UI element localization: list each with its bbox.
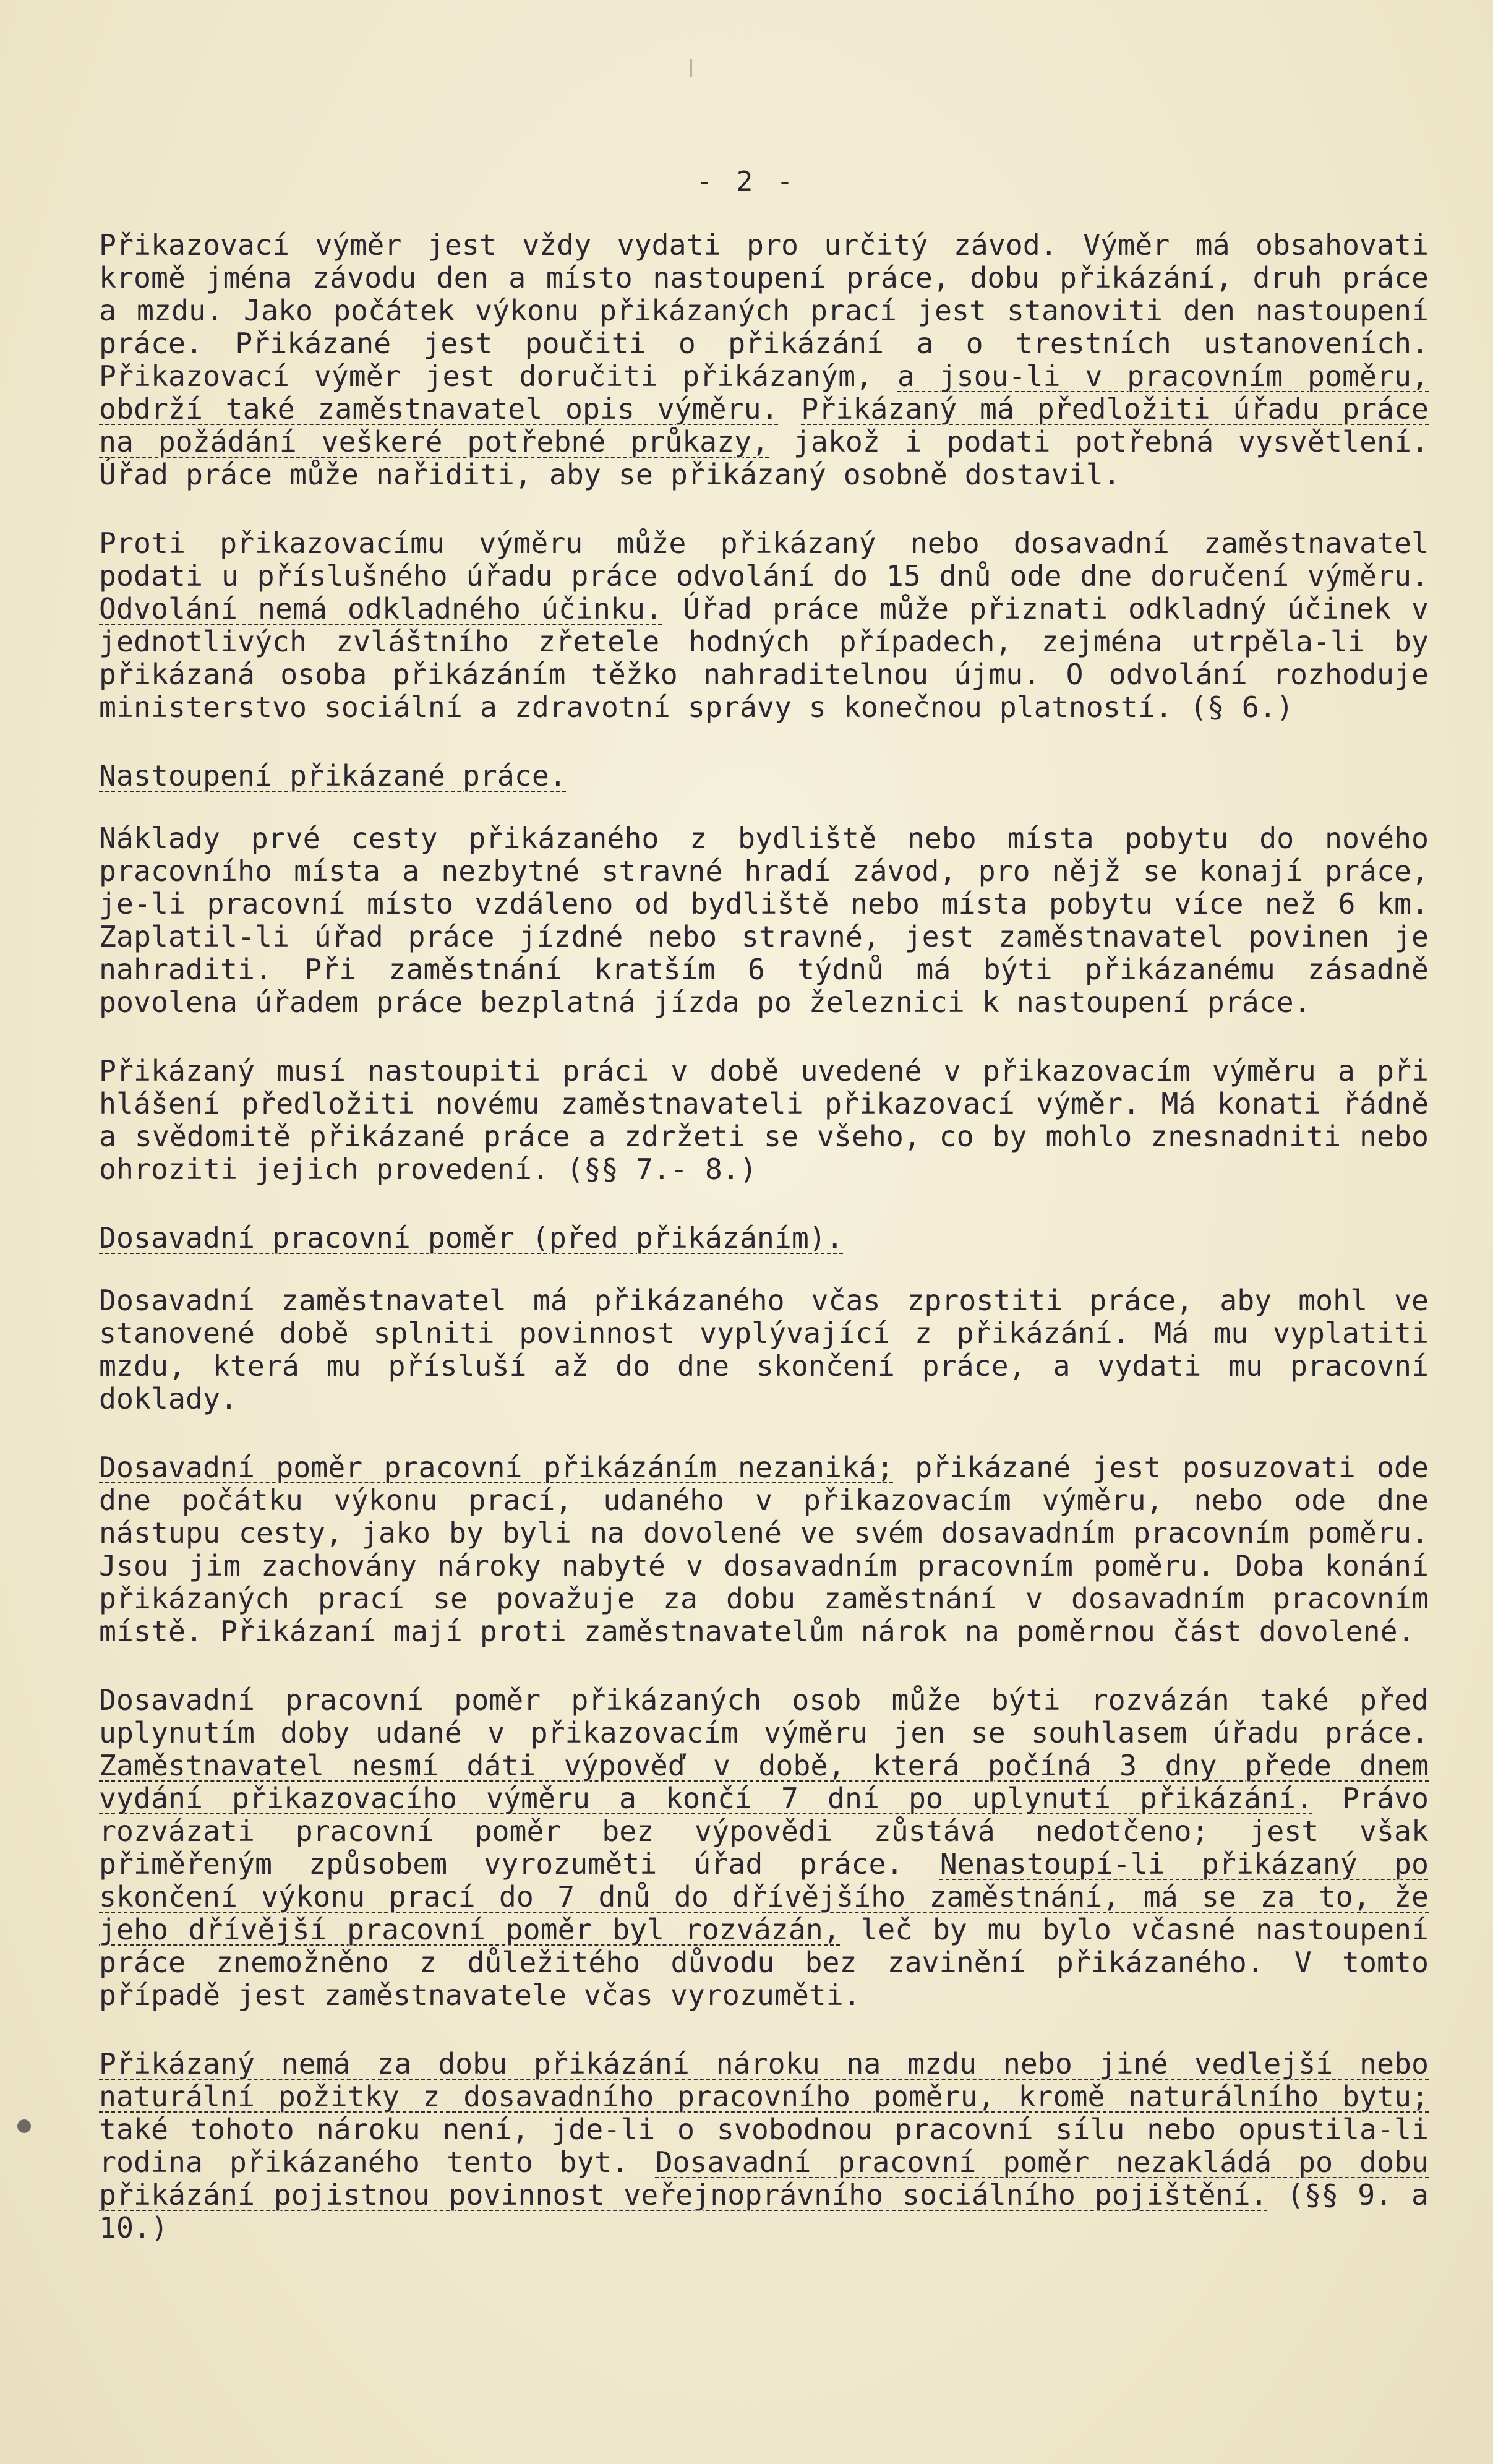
document-body [99, 229, 1429, 2244]
paragraph-nezanika: Dosavadní poměr pracovní přikázáním nezaniká; přikázané jest posuzovati ode dne počátku výkonu prací, udaného v přikazovacím výměru, nebo ode dne nástupu cesty, jako by byli na dovolené ve svém dosavadním pracovním poměru. Jsou jim zachovány nároky nabyté v dosavadním pracovním poměru. Doba konání přikázaných prací se považuje za dobu zaměstnání v dosavadním pracovním místě. Přikázaní mají proti zaměstnavatelům nárok na poměrnou část dovolené. [99, 1451, 1429, 1648]
underlined-text: Dosavadní poměr pracovní přikázáním nezaniká; [99, 1451, 894, 1484]
paragraph-rozvazani: Dosavadní pracovní poměr přikázaných osob může býti rozvázán také před uplynutím doby udané v přikazovacím výměru jen se souhlasem úřadu práce. Zaměstnavatel nesmí dáti výpověď v době, která počíná 3 dny přede dnem vydání přikazovacího výměru a končí 7 dní po uplynutí přikázání. Právo rozvázati pracovní poměr bez výpovědi zůstává nedotčeno; jest však přiměřeným způsobem vyrozuměti úřad práce. Nenastoupí-li přikázaný po skončení výkonu prací do 7 dnů do dřívějšího zaměstnání, má se za to, že jeho dřívější pracovní poměr byl rozvázán, leč by mu bylo včasné nastoupení práce znemožněno z důležitého důvodu bez zavinění přikázaného. V tomto případě jest zaměstnavatele včas vyrozuměti. [99, 1683, 1429, 2012]
paragraph-mzda: Přikázaný nemá za dobu přikázání nároku na mzdu nebo jiné vedlejší nebo naturální požitky z dosavadního pracovního poměru, kromě naturálního bytu; také tohoto nároku není, jde-li o svobodnou pracovní sílu nebo opustila-li rodina přikázaného tento byt. Dosavadní pracovní poměr nezakládá po dobu přikázání pojistnou povinnost veřejnoprávního sociálního pojištění. (§§ 9. a 10.) [99, 2047, 1429, 2244]
paragraph-zprostiti: Dosavadní zaměstnavatel má přikázaného včas zprostiti práce, aby mohl ve stanovené době splniti povinnost vyplývající z přikázání. Má mu vyplatiti mzdu, která mu přísluší až do dne skončení práce, a vydati mu pracovní doklady. [99, 1284, 1429, 1415]
underlined-text: Nenastoupí-li přikázaný po skončení výkonu prací do 7 dnů do dřívějšího zaměstnání, má se za to, že jeho dřívější pracovní poměr byl rozvázán, [99, 1847, 1429, 1946]
paragraph-nastoupit: Přikázaný musí nastoupiti práci v době uvedené v přikazovacím výměru a při hlášení předložiti novému zaměstnavateli přikazovací výměr. Má konati řádně a svědomitě přikázané práce a zdržeti se všeho, co by mohlo znesnadniti nebo ohroziti jejich provedení. (§§ 7.- 8.) [99, 1054, 1429, 1186]
section-heading-nastoupeni: Nastoupení přikázané práce. [99, 759, 567, 792]
paper-mark [690, 59, 692, 77]
paragraph-naklady: Náklady prvé cesty přikázaného z bydliště nebo místa pobytu do nového pracovního místa a nezbytné stravné hradí závod, pro nějž se konají práce, je-li pracovní místo vzdáleno od bydliště nebo místa pobytu více než 6 km. Zaplatil-li úřad práce jízdné nebo stravné, jest zaměstnavatel povinen je nahraditi. Při zaměstnání kratším 6 týdnů má býti přikázanému zásadně povolena úřadem práce bezplatná jízda po železnici k nastoupení práce. [99, 822, 1429, 1019]
underlined-text: Přikázaný nemá za dobu přikázání nároku na mzdu nebo jiné vedlejší nebo naturální požitky z dosavadního pracovního poměru, kromě naturálního bytu; [99, 2047, 1429, 2113]
ink-spot [17, 2119, 31, 2133]
underlined-text: Odvolání nemá odkladného účinku. [99, 592, 662, 625]
underlined-text: a jsou-li v pracovním poměru, obdrží také zaměstnavatel opis výměru. [99, 359, 1429, 426]
underlined-text: Dosavadní pracovní poměr nezakládá po dobu přikázání pojistnou povinnost veřejnoprávního sociálního pojištění. [99, 2145, 1429, 2212]
underlined-text: Zaměstnavatel nesmí dáti výpověď v době, která počíná 3 dny přede dnem vydání přikazovacího výměru a končí 7 dní po uplynutí přikázání. [99, 1749, 1429, 1815]
paragraph-vymer: Přikazovací výměr jest vždy vydati pro určitý závod. Výměr má obsahovati kromě jména závodu den a místo nastoupení práce, dobu přikázání, druh práce a mzdu. Jako počátek výkonu přikázaných prací jest stanoviti den nastoupení práce. Přikázané jest poučiti o přikázání a o trestních ustanoveních. Přikazovací výměr jest doručiti přikázaným, a jsou-li v pracovním poměru, obdrží také zaměstnavatel opis výměru. Přikázaný má předložiti úřadu práce na požádání veškeré potřebné průkazy, jakož i podati potřebná vysvětlení. Úřad práce může nařiditi, aby se přikázaný osobně dostavil. [99, 228, 1429, 491]
paragraph-odvolani: Proti přikazovacímu výměru může přikázaný nebo dosavadní zaměstnavatel podati u příslušného úřadu práce odvolání do 15 dnů ode dne doručení výměru. Odvolání nemá odkladného účinku. Úřad práce může přiznati odkladný účinek v jednotlivých zvláštního zřetele hodných případech, zejména utrpěla-li by přikázaná osoba přikázáním těžko nahraditelnou újmu. O odvolání rozhoduje ministerstvo sociální a zdravotní správy s konečnou platností. (§ 6.) [99, 526, 1429, 724]
page-number: - 2 - [696, 166, 797, 197]
underlined-text: Přikázaný má předložiti úřadu práce na požádání veškeré potřebné průkazy, [99, 392, 1429, 458]
section-heading-dosavadni-pomer: Dosavadní pracovní poměr (před přikázáním). [99, 1221, 844, 1255]
